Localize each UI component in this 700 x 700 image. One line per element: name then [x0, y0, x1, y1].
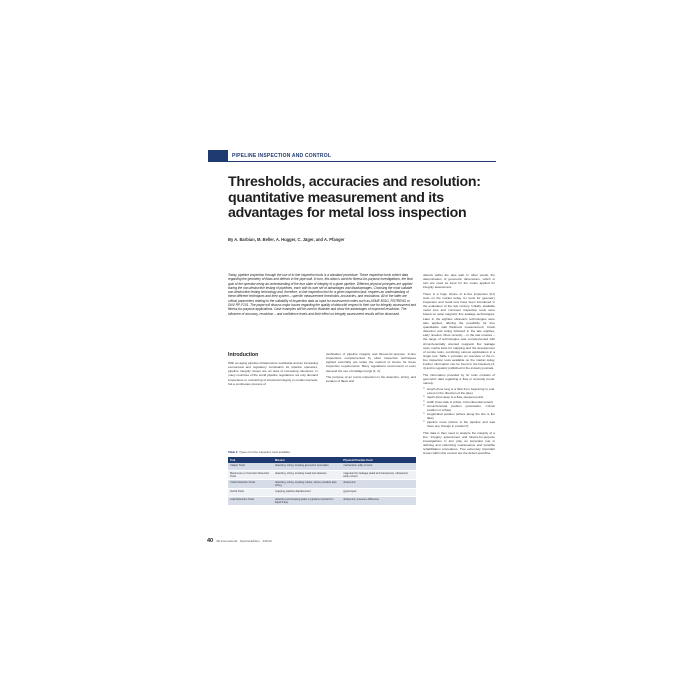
introduction-heading: Introduction	[228, 352, 259, 358]
table-cell: ultrasound, pressure difference	[341, 496, 416, 505]
intro-paragraph-2: verification of pipeline integrity and fitness-for-purpose. In-line inspections complemented by other inspection techniques applied externally are today the method of choice for these inspection requirements. Many regulations recommend or even demand the use of intelligent pigs [1, 2].	[326, 352, 416, 373]
table-cell: detecting and locating leaks in pipelines (limited for liquid lines)	[273, 496, 341, 505]
article-authors: By A. Barbian, M. Beller, A. Hugger, C. Jäger, and A. Pfanger	[228, 237, 345, 242]
article-title: Thresholds, accuracies and resolution: quantitative measurement and its advantages for metal loss inspection	[228, 174, 481, 221]
table-cell: detecting, sizing, locating metal loss features	[273, 471, 341, 480]
body-column-2	[326, 352, 416, 385]
table-cell: Leak Detection Tools	[228, 496, 273, 505]
table-cell: gyroscopes	[341, 489, 416, 497]
table-cell: Caliper Tools	[228, 463, 273, 471]
list-item: □ length (how long is a flaw from beginning to end, extent in the direction of the pipe)	[423, 387, 495, 395]
intro-paragraph-1: With an aging pipeline infrastructure worldwide and an increasing economical and regulatory constraints for pipeline operators, pipeline integrity issues are an area of increasing relevance. In many countries of the world pipeline regulations not only demand inspections or monitoring of structural integrity in certain intervals, but a continuous process of	[228, 361, 318, 386]
list-item: □ circumferential position (orientation, o'clock position of a flaw)	[423, 404, 495, 412]
table-row	[228, 463, 416, 471]
table-header-principle: Physical Principle Used	[341, 457, 416, 463]
table-cell: detecting, sizing, locating geometric anomalies	[273, 463, 341, 471]
body-column-1	[228, 361, 318, 388]
table-cell: Crack Detection Tools	[228, 480, 273, 489]
table-caption	[228, 450, 416, 454]
right-paragraph-2: There is a huge choice of in-line inspection (ILI) tools on the market today. ILI tools for geometry inspection and metal loss have been introduced in the evaluation of the last century. Initially, available metal loss and corrosion inspection tools were based on axial magnetic flux leakage technologies. Later in the eighties ultrasonic technologies were also applied, offering the possibility for true quantitative wall thickness measurement. Crack detection and sizing followed in the late eighties, early nineties. More recently – in the late nineties – the range of technologies was complemented with circumferentially oriented magnetic flux leakage tools, inertia tools for mapping and the development of combo tools, combining various applications in a single tool. Table 1 provides an overview of the in-line inspection tools available on the market today. Further information can be found in the literature [3, 4] and is regularly published in the industry journals.	[423, 291, 495, 371]
table-header-mission: Mission	[273, 457, 341, 463]
table-cell: mechanical, eddy current	[341, 463, 416, 471]
ili-tools-table	[228, 457, 416, 506]
table-row	[228, 489, 416, 497]
right-paragraph-3: The information provided by ILI tools consists of geometric data regarding a flaw or anomaly found, namely:	[423, 372, 495, 385]
table-cell: Inertia Tools	[228, 489, 273, 497]
table-row	[228, 496, 416, 505]
page-number: 40	[207, 538, 214, 544]
publication-line: 3R international · Special-Edition · 2/2010	[216, 539, 272, 543]
table-cell: ultrasound	[341, 480, 416, 489]
list-item: □ depth (how deep is a flaw, deepest point)	[423, 395, 495, 399]
table-cell: detecting, sizing, locating cracks, where possible also sizing	[273, 480, 341, 489]
table-cell: magnetic flux leakage (axial and transverse), ultrasound, eddy current	[341, 471, 416, 480]
article-abstract: Today, pipeline inspection through the use of in-line inspection tools is a standard procedure. These inspection tools collect data regarding the geometry of flaws and defects in the pipe wall. In turn, this data is used for fitness-for-purpose investigations, the final goal of the operator being an understanding of the true state of integrity of a given pipeline. Different physical principles are applied during the non-destructive testing of pipelines, each with its own set of advantages and disadvantages. Choosing the most suitable non-destructive testing technology and, therefore, in-line inspection tool for a given inspection task, requires an understanding of these different techniques and their system – specific measurement thresholds, accuracies, and resolutions. All of the latter are critical parameters relating to the suitability of inspection data as input for assessment codes such as ASME B31G, RSTRENG or DNV RP-F101. The paper will discuss major issues regarding the quality of data with respect to their use for integrity assessment and fitness-for-purpose applications. Case examples will be used to illustrate and show the advantages of improved resolution. The influence of accuracy, resolution – and confidence levels and their effect on integrity assessment results will be discussed.	[228, 273, 416, 316]
table-caption-label: Table 1:	[228, 450, 239, 454]
list-item: □ pipeline route (where is the pipeline and was there any change in position?)	[423, 420, 495, 428]
page-footer	[207, 538, 272, 544]
intro-paragraph-3: The purpose of an in-line inspection is the detection, sizing, and location of flaws and	[326, 374, 416, 383]
flaw-data-list	[423, 387, 495, 429]
right-paragraph-1: defects within the pipe wall. In other words, the determination of geometric dimensions, which in turn are used as input for the codes applied for integrity assessment.	[423, 273, 495, 290]
section-header	[208, 150, 496, 162]
section-rule	[228, 161, 496, 162]
table-caption-text: Types of in-line inspection tools available.	[239, 450, 291, 454]
list-item: □ longitudinal position (where along the line is the flaw)	[423, 412, 495, 420]
list-item: □ width (how wide is a flaw, circumferential extent)	[423, 400, 495, 404]
table-cell: Metal Loss or Corrosion Detection Tools	[228, 471, 273, 480]
table-row	[228, 471, 416, 480]
body-column-3	[423, 273, 495, 458]
table-1	[228, 450, 416, 506]
section-label: PIPELINE INSPECTION AND CONTROL	[232, 153, 332, 159]
table-row	[228, 480, 416, 489]
section-color-block	[208, 150, 228, 162]
table-header-tool: Tool	[228, 457, 273, 463]
right-paragraph-4: This data is then used to analyze the integrity of a line. Integrity assessment and fitness-for-purpose investigations in turn play an important role in defining and optimizing maintenance and possible rehabilitation procedures. Two extremely important issues within this context are the defect specifica-	[423, 430, 495, 456]
table-cell: mapping pipeline displacement	[273, 489, 341, 497]
